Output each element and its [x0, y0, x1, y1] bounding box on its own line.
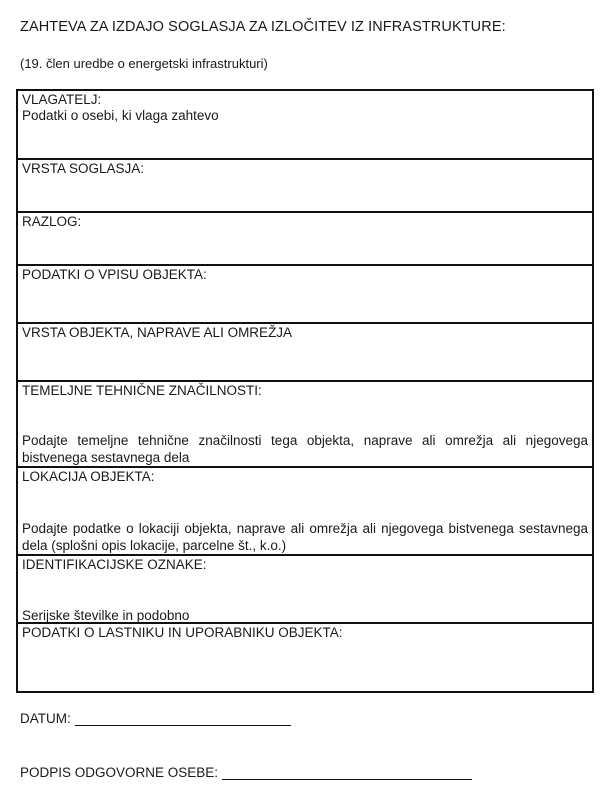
- object-registration-label: PODATKI O VPISU OBJEKTA:: [22, 267, 207, 282]
- signature-label: PODPIS ODGOVORNE OSEBE:: [20, 765, 219, 780]
- form-title: ZAHTEVA ZA IZDAJO SOGLASJA ZA IZLOČITEV IZ INFRASTRUKTURE:: [20, 19, 506, 35]
- object-location-help-text: Podajte podatke o lokaciji objekta, naprave ali omrežja ali njegovega bistvenega sestavnega dela (splošni opis lokacije, parcelne št., k.o.): [22, 521, 588, 553]
- applicant-help-text: Podatki o osebi, ki vlaga zahtevo: [22, 108, 219, 123]
- signature-row: [20, 765, 472, 780]
- identification-marks-label: IDENTIFIKACIJSKE OZNAKE:: [22, 557, 207, 572]
- application-form-table: [16, 89, 594, 693]
- object-type-label: VRSTA OBJEKTA, NAPRAVE ALI OMREŽJA: [22, 325, 293, 340]
- object-type-field[interactable]: [18, 324, 592, 382]
- applicant-label: VLAGATELJ:: [22, 92, 102, 107]
- form-subtitle: (19. člen uredbe o energetski infrastrukturi): [20, 56, 268, 71]
- identification-marks-help-text: Serijske številke in podobno: [22, 608, 190, 623]
- technical-characteristics-help-text: Podajte temeljne tehnične značilnosti tega objekta, naprave ali omrežja ali njegovega bistvenega sestavnega dela: [22, 433, 588, 465]
- date-row: [20, 711, 291, 726]
- object-location-field[interactable]: [18, 468, 592, 556]
- owner-user-label: PODATKI O LASTNIKU IN UPORABNIKU OBJEKTA:: [22, 625, 343, 640]
- applicant-field[interactable]: [18, 91, 592, 160]
- consent-type-field[interactable]: [18, 160, 592, 213]
- reason-label: RAZLOG:: [22, 214, 82, 229]
- object-location-label: LOKACIJA OBJEKTA:: [22, 469, 155, 484]
- owner-user-field[interactable]: [18, 624, 592, 687]
- technical-characteristics-field[interactable]: [18, 382, 592, 468]
- date-input-line[interactable]: [75, 713, 291, 726]
- reason-field[interactable]: [18, 213, 592, 266]
- date-label: DATUM:: [20, 711, 71, 726]
- technical-characteristics-label: TEMELJNE TEHNIČNE ZNAČILNOSTI:: [22, 383, 262, 398]
- identification-marks-field[interactable]: [18, 556, 592, 624]
- object-registration-field[interactable]: [18, 266, 592, 324]
- consent-type-label: VRSTA SOGLASJA:: [22, 161, 145, 176]
- signature-input-line[interactable]: [222, 767, 472, 780]
